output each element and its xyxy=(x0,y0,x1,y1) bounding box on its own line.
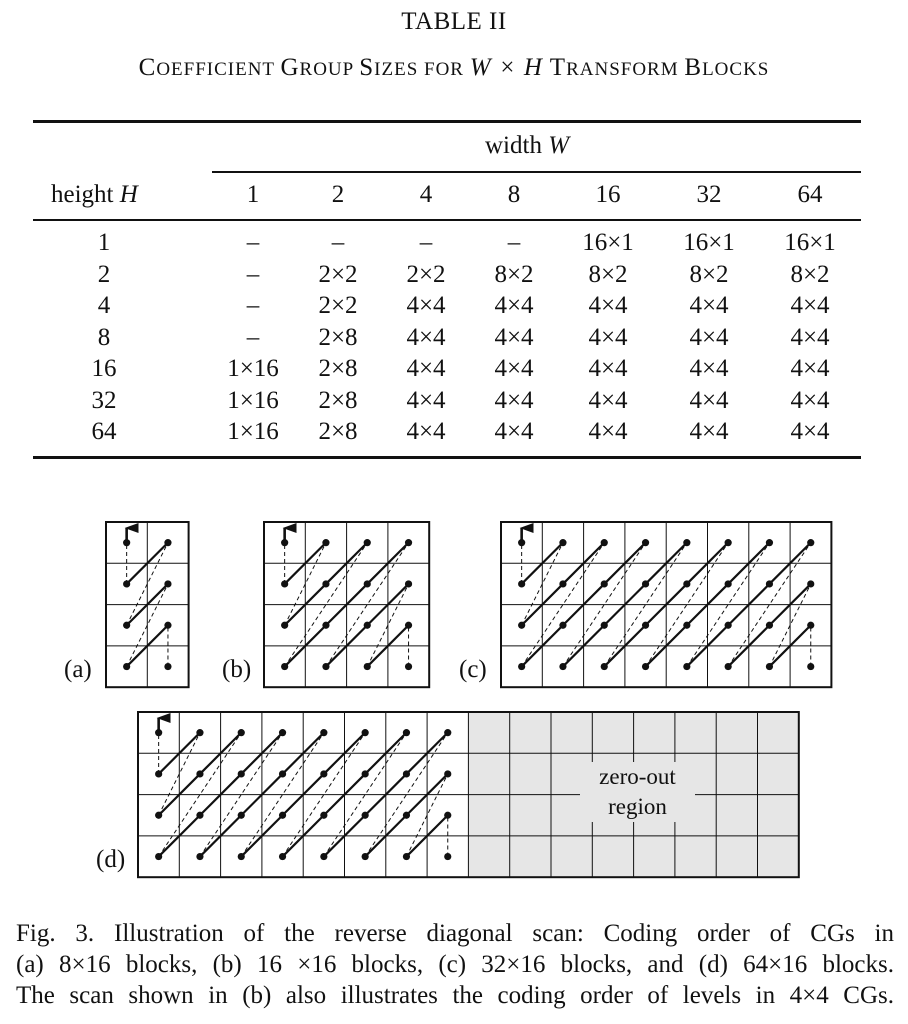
caption-part: T xyxy=(549,54,567,81)
scan-position-dot xyxy=(362,853,369,860)
table-cell: 4×4 xyxy=(494,292,534,319)
scan-position-dot xyxy=(322,663,329,670)
scan-position-dot xyxy=(196,853,203,860)
scan-position-dot xyxy=(322,539,329,546)
width-symbol: W xyxy=(548,132,570,159)
scan-position-dot xyxy=(559,539,566,546)
caption-line: The scan shown in (b) also illustrates the coding order of levels in 4×4 CGs. xyxy=(16,982,894,1009)
scan-position-dot xyxy=(281,539,288,546)
table-cell: 4×4 xyxy=(689,323,729,351)
scan-position-dot xyxy=(196,812,203,819)
table-cell: 4×4 xyxy=(588,386,628,414)
scan-position-dot xyxy=(403,770,410,777)
table-cell: 1×16 xyxy=(227,386,279,414)
scan-position-dot xyxy=(320,853,327,860)
scan-position-dot xyxy=(279,770,286,777)
table-cell: – xyxy=(246,260,260,288)
caption-part: G xyxy=(280,54,300,81)
table-cell: 4×4 xyxy=(790,323,830,351)
column-header: 8 xyxy=(507,181,521,208)
scan-position-dot xyxy=(164,622,171,629)
row-header: 64 xyxy=(91,418,117,445)
scan-position-dot xyxy=(123,622,130,629)
table-cell: 4×4 xyxy=(494,418,534,445)
subfigure-label: (a) xyxy=(64,656,92,683)
table-cell: 2×8 xyxy=(318,418,358,445)
scan-position-dot xyxy=(123,580,130,587)
table-cell: 2×8 xyxy=(318,355,358,382)
table-cell: 4×4 xyxy=(790,355,830,382)
height-label: height xyxy=(51,181,114,208)
scan-position-dot xyxy=(807,663,814,670)
table-cell: 4×4 xyxy=(494,386,534,414)
scan-position-dot xyxy=(725,539,732,546)
table-number: TABLE II xyxy=(401,8,507,35)
table-cell: 4×4 xyxy=(406,418,446,445)
scan-position-dot xyxy=(683,663,690,670)
subfigure-c xyxy=(501,522,831,687)
scan-position-dot xyxy=(238,729,245,736)
scan-position-dot xyxy=(279,729,286,736)
table-cell: 2×2 xyxy=(406,260,446,288)
table-cell: 16×1 xyxy=(582,229,634,256)
scan-position-dot xyxy=(196,770,203,777)
height-symbol: H xyxy=(119,181,138,208)
scan-position-dot xyxy=(444,770,451,777)
table-cell: 4×4 xyxy=(588,418,628,445)
row-header: 1 xyxy=(97,229,111,256)
scan-position-dot xyxy=(807,539,814,546)
scan-position-dot xyxy=(518,539,525,546)
row-header: 4 xyxy=(97,292,111,319)
row-header: 16 xyxy=(91,355,117,382)
scan-position-dot xyxy=(725,663,732,670)
subfigure-label: (d) xyxy=(96,846,126,873)
scan-position-dot xyxy=(444,812,451,819)
scan-position-dot xyxy=(807,580,814,587)
table-cell: – xyxy=(246,292,260,319)
scan-position-dot xyxy=(601,539,608,546)
scan-position-dot xyxy=(155,770,162,777)
scan-position-dot xyxy=(279,853,286,860)
table-cell: – xyxy=(331,229,345,256)
scan-position-dot xyxy=(155,812,162,819)
scan-position-dot xyxy=(405,663,412,670)
table-cell: 4×4 xyxy=(790,418,830,445)
scan-position-dot xyxy=(559,663,566,670)
table-cell: 1×16 xyxy=(227,355,279,382)
scan-position-dot xyxy=(155,729,162,736)
scan-position-dot xyxy=(322,622,329,629)
table-cell: 4×4 xyxy=(406,323,446,351)
table-cell: 4×4 xyxy=(406,386,446,414)
scan-position-dot xyxy=(320,729,327,736)
table-cell: 8×2 xyxy=(689,260,729,288)
caption-part: IZES FOR xyxy=(374,59,470,80)
scan-position-dot xyxy=(766,539,773,546)
scan-position-dot xyxy=(405,580,412,587)
scan-position-dot xyxy=(281,663,288,670)
scan-position-dot xyxy=(559,622,566,629)
scan-position-dot xyxy=(405,622,412,629)
scan-position-dot xyxy=(164,663,171,670)
scan-position-dot xyxy=(238,812,245,819)
table-cell: – xyxy=(507,229,521,256)
subfigure-b xyxy=(264,522,429,687)
table-cell: 4×4 xyxy=(689,386,729,414)
scan-position-dot xyxy=(683,622,690,629)
table-cell: 4×4 xyxy=(689,355,729,382)
scan-position-dot xyxy=(559,580,566,587)
subfigure-label: (c) xyxy=(459,656,487,683)
scan-position-dot xyxy=(766,580,773,587)
column-header: 2 xyxy=(331,181,345,208)
scan-position-dot xyxy=(364,539,371,546)
scan-position-dot xyxy=(238,770,245,777)
scan-position-dot xyxy=(642,539,649,546)
zero-out-line1: zero-out xyxy=(599,764,676,789)
scan-position-dot xyxy=(362,729,369,736)
table-cell: 2×2 xyxy=(318,260,358,288)
scan-position-dot xyxy=(403,853,410,860)
scan-position-dot xyxy=(155,853,162,860)
column-header: 16 xyxy=(595,181,621,208)
table-cell: 8×2 xyxy=(588,260,628,288)
scan-position-dot xyxy=(164,580,171,587)
table-cell: 8×2 xyxy=(790,260,830,288)
subfigure-a xyxy=(106,522,189,687)
scan-position-dot xyxy=(320,812,327,819)
scan-position-dot xyxy=(405,539,412,546)
scan-position-dot xyxy=(518,622,525,629)
scan-position-dot xyxy=(725,580,732,587)
subfigure-label: (b) xyxy=(222,656,252,683)
scan-position-dot xyxy=(403,812,410,819)
scan-position-dot xyxy=(444,853,451,860)
table-cell: 4×4 xyxy=(406,355,446,382)
table-cell: 4×4 xyxy=(689,418,729,445)
table-cell: 1×16 xyxy=(227,418,279,445)
table-cell: – xyxy=(246,229,260,256)
caption-part: RANSFORM xyxy=(566,59,685,80)
scan-position-dot xyxy=(601,580,608,587)
scan-position-dot xyxy=(518,663,525,670)
table-cell: 8×2 xyxy=(494,260,534,288)
column-header: 32 xyxy=(696,181,722,208)
scan-position-dot xyxy=(320,770,327,777)
scan-position-dot xyxy=(281,580,288,587)
scan-position-dot xyxy=(642,580,649,587)
caption-part: LOCKS xyxy=(702,59,770,80)
table-cell: 2×8 xyxy=(318,386,358,414)
scan-position-dot xyxy=(766,622,773,629)
table-cell: – xyxy=(419,229,433,256)
scan-position-dot xyxy=(601,622,608,629)
scan-position-dot xyxy=(683,580,690,587)
table-cell: 4×4 xyxy=(494,323,534,351)
caption-part: C xyxy=(138,54,157,81)
scan-position-dot xyxy=(322,580,329,587)
table-cell: 2×2 xyxy=(318,292,358,319)
scan-position-dot xyxy=(518,580,525,587)
scan-position-dot xyxy=(601,663,608,670)
scan-position-dot xyxy=(683,539,690,546)
subfigure-d xyxy=(138,712,799,877)
caption-line: (a) 8×16 blocks, (b) 16 ×16 blocks, (c) 32×16 blocks, and (d) 64×16 blocks. xyxy=(16,951,894,978)
scan-position-dot xyxy=(362,770,369,777)
table-cell: – xyxy=(246,323,260,351)
caption-part: B xyxy=(684,54,703,81)
width-label: width xyxy=(485,132,542,159)
scan-position-dot xyxy=(725,622,732,629)
scan-position-dot xyxy=(364,622,371,629)
caption-line: Fig. 3. Illustration of the reverse diagonal scan: Coding order of CGs in xyxy=(16,920,894,947)
scan-position-dot xyxy=(403,729,410,736)
zero-out-line2: region xyxy=(608,794,667,819)
table-cell: 4×4 xyxy=(406,292,446,319)
scan-position-dot xyxy=(444,729,451,736)
table-cell: 4×4 xyxy=(689,292,729,319)
row-header: 32 xyxy=(91,386,117,414)
caption-part: W × H xyxy=(469,54,543,81)
table-cell: 16×1 xyxy=(784,229,836,256)
table-cell: 16×1 xyxy=(683,229,735,256)
table-cell: 4×4 xyxy=(790,386,830,414)
scan-position-dot xyxy=(123,663,130,670)
table-cell: 4×4 xyxy=(588,323,628,351)
caption-part: ROUP xyxy=(299,59,360,80)
scan-position-dot xyxy=(362,812,369,819)
scan-position-dot xyxy=(364,663,371,670)
table-cell: 4×4 xyxy=(790,292,830,319)
figure-caption xyxy=(16,918,894,1011)
column-header: 4 xyxy=(419,181,433,208)
scan-position-dot xyxy=(281,622,288,629)
row-header: 2 xyxy=(97,260,111,288)
zero-out-region-label xyxy=(580,762,695,822)
table-cell: 2×8 xyxy=(318,323,358,351)
column-header: 64 xyxy=(797,181,823,208)
scan-position-dot xyxy=(642,663,649,670)
scan-position-dot xyxy=(279,812,286,819)
scan-position-dot xyxy=(766,663,773,670)
scan-position-dot xyxy=(807,622,814,629)
scan-position-dot xyxy=(196,729,203,736)
caption-part: S xyxy=(359,54,375,81)
row-header: 8 xyxy=(97,323,111,351)
scan-position-dot xyxy=(164,539,171,546)
caption-part: OEFFICIENT xyxy=(156,59,281,80)
table-cell: 4×4 xyxy=(588,292,628,319)
scan-position-dot xyxy=(642,622,649,629)
scan-position-dot xyxy=(238,853,245,860)
column-header: 1 xyxy=(246,181,260,208)
scan-position-dot xyxy=(123,539,130,546)
table-cell: 4×4 xyxy=(494,355,534,382)
scan-position-dot xyxy=(364,580,371,587)
table-cell: 4×4 xyxy=(588,355,628,382)
